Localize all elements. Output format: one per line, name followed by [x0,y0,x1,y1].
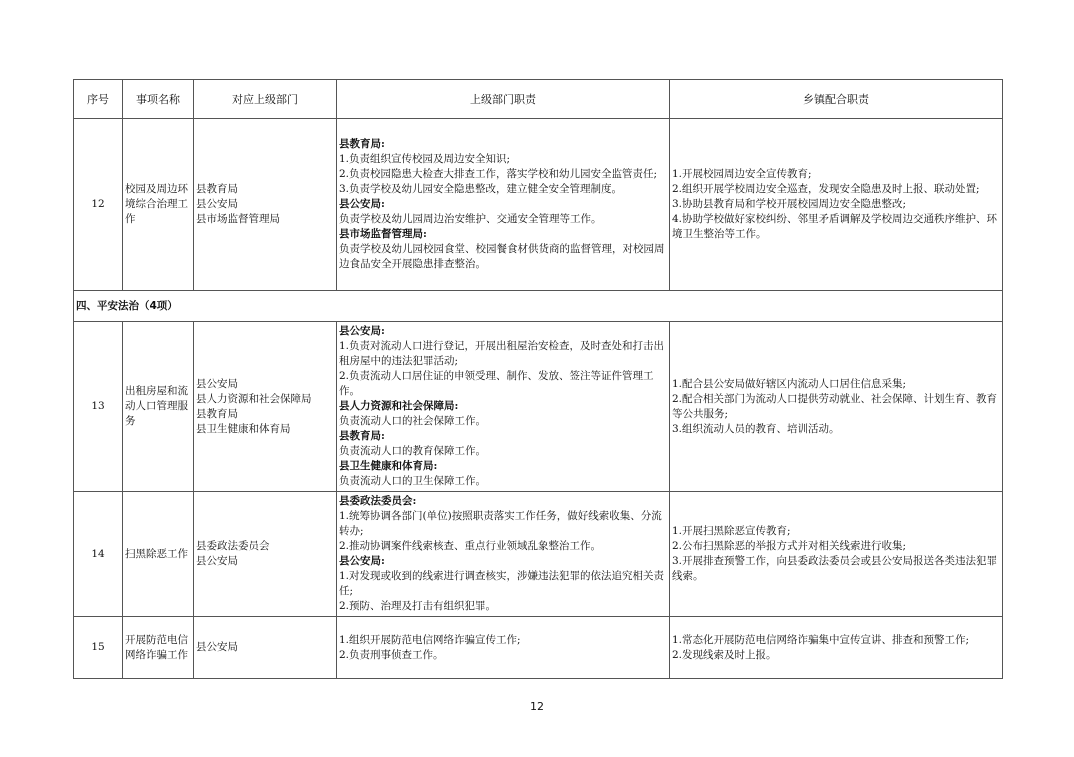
row-town-duties [670,492,1003,617]
duty-line: 负责流动人口的卫生保障工作。 [339,475,486,487]
duty-line: 2.公布扫黑除恶的举报方式并对相关线索进行收集; [672,540,907,552]
dept-name: 县公安局 [196,641,238,653]
dept-heading: 县公安局: [339,198,385,210]
table-row [74,322,1003,492]
header-upper-duties: 上级部门职责 [337,80,670,119]
row-upper-duties [337,322,670,492]
row-dept-list [194,617,337,679]
duty-line: 3.协助县教育局和学校开展校园周边安全隐患整改; [672,198,907,210]
dept-name: 县公安局 [196,555,238,567]
row-town-duties [670,322,1003,492]
row-seq: 13 [74,322,123,492]
duty-line: 负责流动人口的社会保障工作。 [339,415,486,427]
dept-heading: 县委政法委员会: [339,495,417,507]
duty-line: 1.统筹协调各部门(单位)按照职责落实工作任务，做好线索收集、分流转办; [339,510,662,537]
row-upper-duties [337,492,670,617]
duty-line: 负责流动人口的教育保障工作。 [339,445,486,457]
row-item-name: 开展防范电信网络诈骗工作 [123,617,194,679]
row-dept-list [194,322,337,492]
section-row [74,291,1003,322]
duty-line: 2.负责校园隐患大检查大排查工作，落实学校和幼儿园安全监管责任; [339,168,658,180]
duty-line: 1.常态化开展防范电信网络诈骗集中宣传宣讲、排查和预警工作; [672,633,970,646]
duty-line: 1.组织开展防范电信网络诈骗宣传工作; [339,633,521,646]
dept-heading: 县教育局: [339,138,385,150]
table-row [74,492,1003,617]
dept-heading: 县卫生健康和体育局: [339,460,438,472]
row-seq: 12 [74,119,123,291]
duty-line: 1.开展扫黑除恶宣传教育; [672,525,791,537]
header-seq: 序号 [74,80,123,119]
duty-line: 2.组织开展学校周边安全巡查，发现安全隐患及时上报、联动处置; [672,183,980,195]
table-row [74,617,1003,679]
duty-line: 3.负责学校及幼儿园安全隐患整改，建立健全安全管理制度。 [339,183,623,195]
duty-line: 1.配合县公安局做好辖区内流动人口居住信息采集; [672,377,907,390]
duty-line: 3.组织流动人员的教育、培训活动。 [672,422,840,435]
dept-name: 县公安局 [196,377,238,390]
dept-heading: 县公安局: [339,555,385,567]
header-upper-dept: 对应上级部门 [194,80,337,119]
dept-name: 县公安局 [196,198,238,210]
row-town-duties [670,119,1003,291]
row-dept-list [194,492,337,617]
duty-line: 2.发现线索及时上报。 [672,648,777,661]
row-upper-duties [337,617,670,679]
row-town-duties [670,617,1003,679]
row-item-name: 出租房屋和流动人口管理服务 [123,322,194,492]
row-item-name: 校园及周边环境综合治理工作 [123,119,194,291]
header-name: 事项名称 [123,80,194,119]
duty-line: 1.负责组织宣传校园及周边安全知识; [339,153,511,165]
duties-table [73,79,1003,679]
duty-line: 2.推动协调案件线索核查、重点行业领域乱象整治工作。 [339,540,602,552]
row-upper-duties [337,119,670,291]
section-title: 四、平安法治（4项） [74,291,1003,322]
duty-line: 1.负责对流动人口进行登记，开展出租屋治安检查，及时查处和打击出租房屋中的违法犯罪活动; [339,340,665,367]
dept-heading: 县公安局: [339,325,385,337]
header-town-duties: 乡镇配合职责 [670,80,1003,119]
duty-line: 4.协助学校做好家校纠纷、邻里矛盾调解及学校周边交通秩序维护、环境卫生整治等工作。 [672,213,998,240]
duty-line: 3.开展排查预警工作，向县委政法委员会或县公安局报送各类违法犯罪线索。 [672,555,998,582]
dept-name: 县卫生健康和体育局 [196,422,291,435]
dept-name: 县市场监督管理局 [196,213,280,225]
page-number: 12 [530,700,544,713]
duty-line: 负责学校及幼儿园校园食堂、校园餐食材供货商的监督管理，对校园周边食品安全开展隐患排查整治。 [339,243,665,270]
dept-heading: 县市场监督管理局: [339,228,427,240]
duty-line: 1.对发现或收到的线索进行调查核实，涉嫌违法犯罪的依法追究相关责任; [339,570,665,597]
duty-line: 2.配合相关部门为流动人口提供劳动就业、社会保障、计划生育、教育等公共服务; [672,392,998,420]
row-item-name: 扫黑除恶工作 [123,492,194,617]
dept-heading: 县教育局: [339,430,385,442]
duty-line: 1.开展校园周边安全宣传教育; [672,168,812,180]
duty-line: 2.预防、治理及打击有组织犯罪。 [339,600,497,612]
duty-line: 2.负责流动人口居住证的申领受理、制作、发放、签注等证件管理工作。 [339,370,654,397]
row-dept-list [194,119,337,291]
dept-name: 县教育局 [196,183,238,195]
dept-name: 县教育局 [196,407,238,420]
duty-line: 2.负责刑事侦查工作。 [339,648,444,661]
table-row [74,119,1003,291]
dept-heading: 县人力资源和社会保障局: [339,400,459,412]
row-seq: 14 [74,492,123,617]
row-seq: 15 [74,617,123,679]
dept-name: 县人力资源和社会保障局 [196,392,312,405]
dept-name: 县委政法委员会 [196,540,270,552]
header-row [74,80,1003,119]
duty-line: 负责学校及幼儿园周边治安维护、交通安全管理等工作。 [339,213,602,225]
